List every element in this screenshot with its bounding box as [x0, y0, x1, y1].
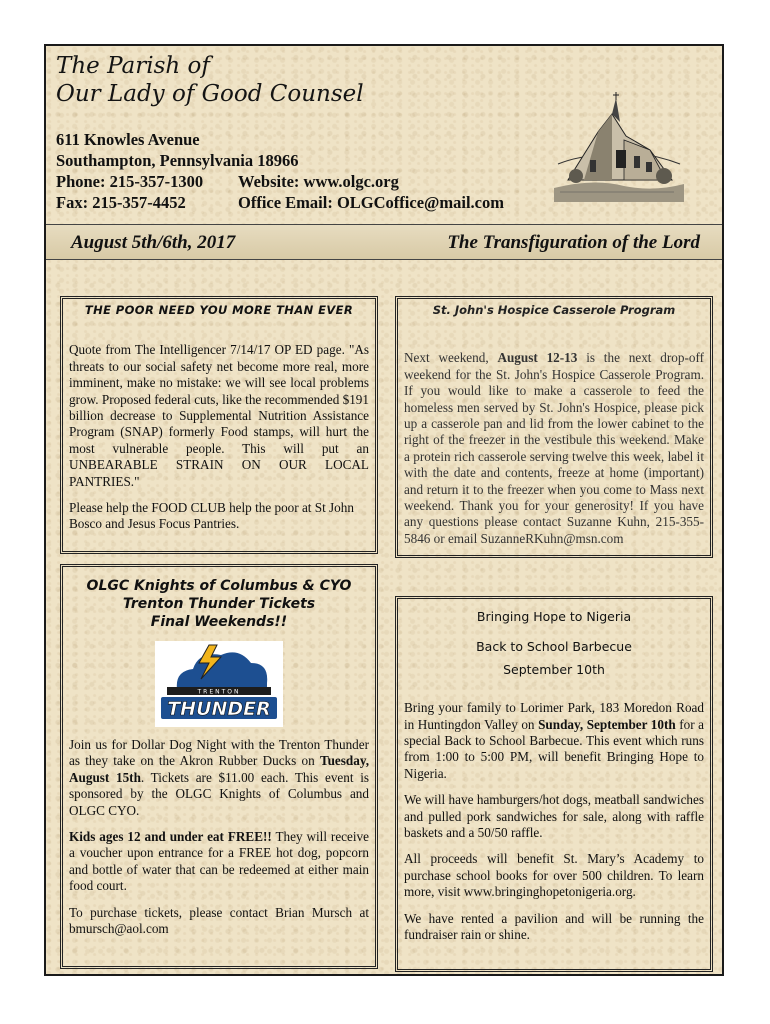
thunder-kids-detail: They will receive a voucher upon entrance for a FREE hot dog, popcorn and bottle of water that can be redeemed at either main food court.: [69, 829, 369, 894]
hospice-heading: St. John's Hospice Casserole Program: [432, 303, 676, 317]
thunder-heading-line-2: Trenton Thunder Tickets: [122, 596, 316, 612]
title-line-1: The Parish of: [56, 53, 210, 79]
nigeria-intro-post: for a special Back to School Barbecue. This event which runs from 1:00 to 5:00 PM, will benefit Bringing Hope to Nigeria.: [404, 716, 705, 781]
thunder-heading-line-1: OLGC Knights of Columbus & CYO: [86, 578, 352, 594]
church-illustration: [554, 92, 684, 202]
nigeria-event-date: September 10th: [503, 661, 605, 677]
hospice-date: August 12-13: [497, 350, 578, 366]
street-address: 611 Knowles Avenue: [56, 130, 200, 149]
nigeria-heading: Bringing Hope to Nigeria: [476, 609, 632, 624]
nigeria-food: We will have hamburgers/hot dogs, meatball sandwiches and pulled pork sandwiches for sale, along with raffle baskets and a 50/50 raffle.: [404, 792, 704, 841]
trenton-thunder-logo: [155, 641, 283, 727]
thunder-game-date: Tuesday, August 15th: [69, 753, 369, 785]
website: Website: www.olgc.org: [238, 172, 399, 191]
parish-contact: [56, 129, 504, 213]
thunder-contact: To purchase tickets, please contact Brian Mursch at bmursch@aol.com: [69, 904, 369, 937]
thunder-kids: [69, 829, 369, 895]
nigeria-box: [395, 596, 713, 972]
thunder-intro: [69, 737, 369, 819]
logo-main-text: THUNDER: [167, 698, 271, 720]
bulletin-page: [44, 44, 724, 976]
nigeria-intro-pre: Bring your family to Lorimer Park, 183 Moredon Road in Huntingdon Valley on: [404, 700, 704, 732]
nigeria-intro: [404, 700, 704, 782]
nigeria-event-title: Back to School Barbecue: [476, 639, 632, 655]
thunder-heading: [69, 577, 369, 631]
hospice-body: [404, 350, 704, 547]
poor-need-heading: THE POOR NEED YOU MORE THAN EVER: [84, 303, 354, 317]
nigeria-rain-or-shine: We have rented a pavilion and will be running the fundraiser rain or shine.: [404, 910, 704, 943]
hospice-text-pre: Next weekend,: [404, 350, 498, 366]
title-line-2: Our Lady of Good Counsel: [56, 81, 364, 107]
thunder-kids-free: Kids ages 12 and under eat FREE!!: [69, 829, 272, 845]
fax-number: Fax: 215-357-4452: [56, 193, 186, 212]
feast-name: The Transfiguration of the Lord: [447, 232, 700, 253]
office-email: Office Email: OLGCoffice@mail.com: [238, 193, 504, 212]
parish-title: [56, 52, 364, 108]
poor-need-quote: Quote from The Intelligencer 7/14/17 OP ED page. "As threats to our social safety net become more real, more imminent, make no mistake: we will see local problems grow. Proposed federal cuts, like the recommended $191 billion decrease to Supplemental Nutrition Assistance Program (SNAP) formerly Food stamps, will hurt the most vulnerable people. This will put an UNBEARABLE STRAIN ON OUR LOCAL PANTRIES.": [69, 342, 369, 489]
date-banner: [46, 224, 722, 260]
poor-need-box: [60, 296, 378, 554]
hospice-text-body: is the next drop-off weekend for the St. John's Hospice Casserole Program. If you would like to make a casserole to feed the homeless men served by St. John's Hospice, please pick up a casserole pan and lid from the lower cabinet to the right of the freezer in the vestibule this weekend. Make a protein rich casserole serving twelve this week, label it with the date and contents, freeze at home (important) and return it to the freezer when you come to Mass next weekend. Thank you for your generosity! If you have any questions please contact Suzanne Kuhn, 215-355-5846 or email SuzanneRKuhn@msn.com: [404, 350, 704, 546]
nigeria-proceeds: All proceeds will benefit St. Mary’s Academy to purchase school books for over 500 children. To learn more, visit www.bringinghopetonigeria.org.: [404, 851, 704, 900]
thunder-intro-pre: Join us for Dollar Dog Night with the Trenton Thunder as they take on the Akron Rubber Ducks on: [69, 737, 369, 769]
poor-need-appeal: Please help the FOOD CLUB help the poor at St John Bosco and Jesus Focus Pantries.: [69, 500, 354, 532]
bulletin-date: August 5th/6th, 2017: [71, 232, 236, 253]
thunder-box: [60, 564, 378, 969]
thunder-intro-post: . Tickets are $11.00 each. This event is sponsored by the OLGC Knights of Columbus and OLGC CYO.: [69, 769, 370, 818]
hospice-box: [395, 296, 713, 558]
phone-number: Phone: 215-357-1300: [56, 172, 204, 191]
city-state-zip: Southampton, Pennsylvania 18966: [56, 151, 299, 170]
thunder-heading-line-3: Final Weekends!!: [150, 614, 288, 630]
nigeria-event-date-bold: Sunday, September 10th: [538, 716, 676, 732]
logo-top-text: TRENTON: [197, 688, 241, 696]
